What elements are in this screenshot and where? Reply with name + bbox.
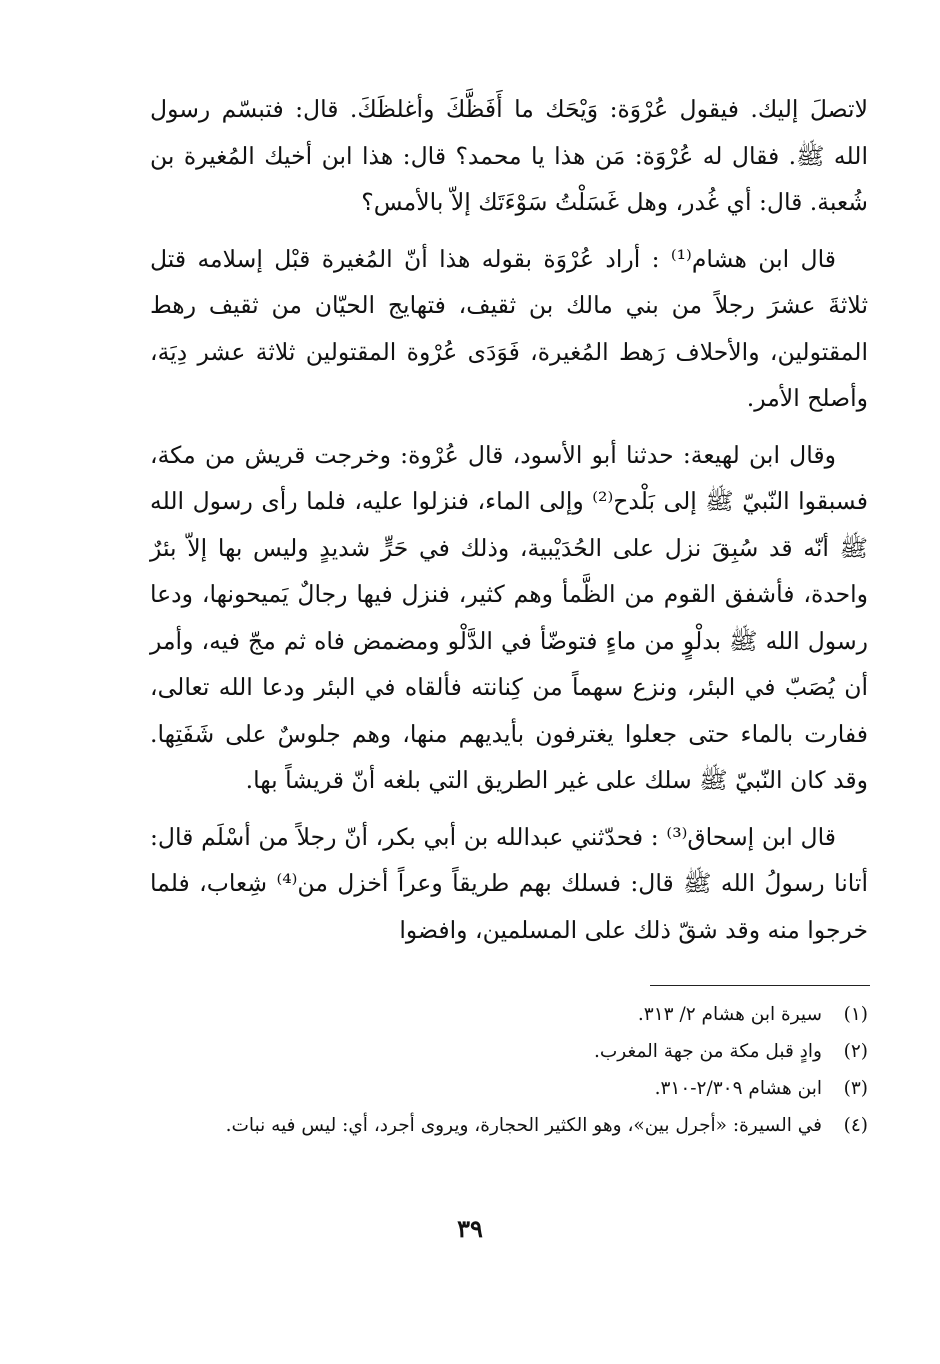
footnote-4 xyxy=(150,1111,868,1140)
footnote-number: (١) xyxy=(843,1004,868,1025)
footnote-2 xyxy=(150,1037,868,1066)
footnote-number: (٤) xyxy=(843,1115,868,1136)
page-number: ٣٩ xyxy=(457,1214,483,1243)
footnote-text: ابن هشام ٢/٣٠٩-٣١٠. xyxy=(654,1078,822,1099)
paragraph-4: قال ابن إسحاق⁽³⁾ : فحدّثني عبدالله بن أبي بكر، أنّ رجلاً من أسْلَم قال: أتانا رسولُ الله ﷺ قال: فسلك بهم طريقاً وعراً أخزل من⁽⁴⁾ شِعاب، فلما خرجوا منه وقد شقّ ذلك على المسلمين، وافضوا xyxy=(150,822,868,944)
footnote-separator xyxy=(650,985,870,986)
paragraph-1: لاتصلَ إليك. فيقول عُرْوَة: وَيْحَك ما أَفَظَّكَ وأغلظَكَ. قال: فتبسّم رسول الله ﷺ. فقال له عُرْوَة: مَن هذا يا محمد؟ قال: هذا ابن أخيك المُغيرة بن شُعبة. قال: أي غُدر، وهل غَسَلْتُ سَوْءَتَك إلاّ بالأمس؟ xyxy=(150,95,868,216)
paragraph-2: قال ابن هشام⁽¹⁾ : أراد عُرْوَة بقوله هذا أنّ المُغيرة قبْل إسلامه قتل ثلاثةَ عشرَ رجلاً من بني مالك بن ثقيف، فتهايج الحيّان من ثقيف رهط المقتولين، والأحلاف رَهط المُغيرة، فَوَدَى عُرْوة المقتولين ثلاثة عشر دِيَة، وأصلح الأمر. xyxy=(150,244,868,412)
footnote-3 xyxy=(150,1074,868,1103)
footnote-1 xyxy=(150,1000,868,1029)
footnote-number: (٣) xyxy=(843,1078,868,1099)
footnote-text: وادٍ قبل مكة من جهة المغرب. xyxy=(594,1041,822,1062)
footnote-text: سيرة ابن هشام ٢/ ٣١٣. xyxy=(637,1004,822,1025)
footnote-text: في السيرة: «أجرل بين»، وهو الكثير الحجارة، ويروى أجرد، أي: ليس فيه نبات. xyxy=(225,1115,822,1136)
paragraph-3: وقال ابن لهيعة: حدثنا أبو الأسود، قال عُرْوة: وخرجت قريش من مكة، فسبقوا النّبيّ ﷺ إلى بَلْدح⁽²⁾ وإلى الماء، فنزلوا عليه، فلما رأى رسول الله ﷺ أنّه قد سُبِقَ نزل على الحُدَيْبية، وذلك في حَرٍّ شديدٍ وليس بها إلاّ بئرٌ واحدة، فأشفق القوم من الظَّمأ وهم كثير، فنزل فيها رجالٌ يَميحونها، ودعا رسول الله ﷺ بدلْوٍ من ماءٍ فتوضّأ في الدَّلْو ومضمض فاه ثم مجّ فيه، وأمر أن يُصَبّ في البئر، ونزع سهماً من كِنانته فألقاه في البئر ودعا الله تعالى، ففارت بالماء حتى جعلوا يغترفون بأيديهم منها، وهم جلوسٌ على شَفَتِها. وقد كان النّبيّ ﷺ سلك على غير الطريق التي بلغه أنّ قريشاً بها. xyxy=(150,440,868,794)
main-text xyxy=(150,86,868,963)
footnote-number: (٢) xyxy=(843,1041,868,1062)
footnotes xyxy=(150,1000,868,1148)
